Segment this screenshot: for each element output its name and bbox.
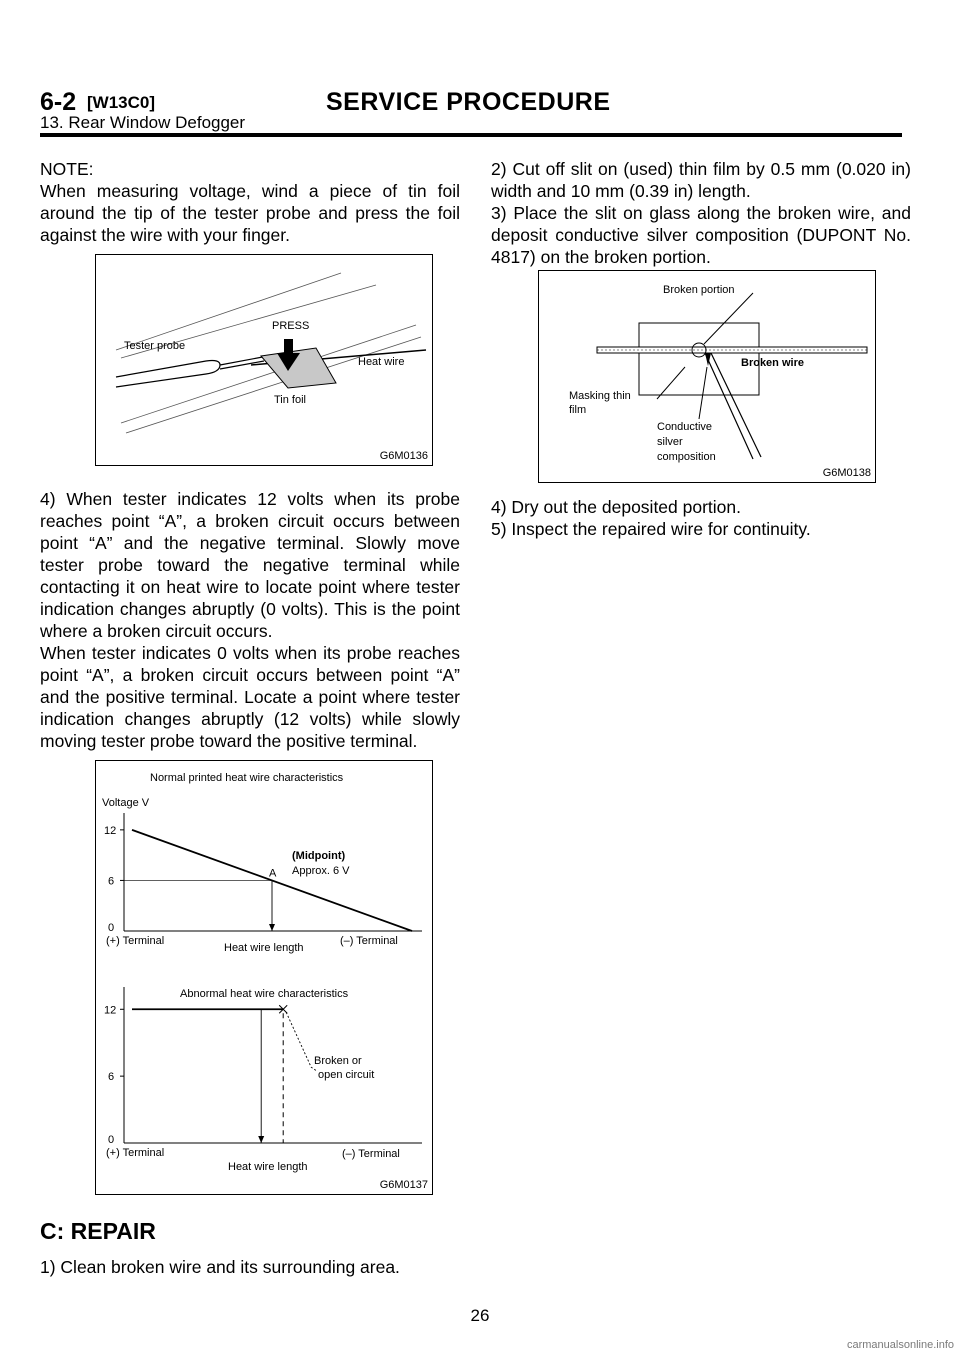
chart1-midpoint-arrow — [269, 924, 275, 931]
chart1-title: Normal printed heat wire characteristics — [150, 772, 344, 784]
step-4-paragraph-b: When tester indicates 0 volts when its probe reaches point “A”, a broken circuit occurs between point “A” and the positive terminal. Locate a point where tester indication changes abruptly (12 volts) while slowly moving tester probe toward the positive terminal. — [40, 643, 460, 751]
chart1-xlabel: Heat wire length — [224, 942, 304, 954]
chart2-ytick-label-12: 12 — [104, 1004, 117, 1017]
glass-line — [116, 273, 341, 350]
page-title: SERVICE PROCEDURE — [326, 88, 611, 116]
label-masking-2: film — [569, 404, 587, 416]
chart1-ytick-label-6: 6 — [108, 875, 115, 888]
repair-step-1-text: 1) Clean broken wire and its surrounding area. — [40, 1257, 400, 1277]
chart2-title: Abnormal heat wire characteristics — [180, 988, 349, 1000]
figure-repair-slit — [538, 270, 876, 483]
label-masking-1: Masking thin — [569, 390, 631, 402]
chart2-break-leader — [286, 1012, 317, 1071]
repair-heading: C: REPAIR — [40, 1218, 156, 1244]
steps-2-3-block — [491, 158, 911, 268]
chart2-drop-arrow — [258, 1136, 264, 1143]
label-conductive-2: silver — [657, 436, 683, 448]
steps-4-5-block — [491, 496, 911, 540]
probe-body — [116, 361, 220, 388]
page-subtitle: 13. Rear Window Defogger — [40, 113, 246, 132]
note-block — [40, 158, 460, 246]
chart1-ytick-label-12: 12 — [104, 824, 117, 837]
chart2-ytick-label-0: 0 — [108, 1134, 115, 1146]
header-rule — [40, 133, 902, 137]
chart2-broken-label: Broken or — [314, 1055, 362, 1067]
conductive-leader — [699, 367, 707, 419]
heat-wire-charts — [96, 761, 432, 1194]
figure-heat-wire-characteristics — [95, 760, 433, 1195]
chart1-plus-terminal: (+) Terminal — [106, 935, 165, 947]
label-tin-foil: Tin foil — [274, 394, 306, 406]
masking-leader — [657, 367, 685, 399]
figure-id: G6M0137 — [379, 1179, 428, 1191]
broken-portion-leader — [704, 293, 753, 344]
figure-tester-probe — [95, 254, 433, 466]
step-4-paragraph-a: 4) When tester indicates 12 volts when its probe reaches point “A”, a broken circuit occurs between point “A” and the negative terminal. Slowly move tester probe toward the negative terminal while contacting it on heat wire to locate point where tester indication changes abruptly (0 volts). This is the point where a broken circuit occurs. — [40, 489, 460, 641]
chart1-ylabel: Voltage V — [102, 797, 150, 809]
step-4-dry-text: 4) Dry out the deposited portion. — [491, 497, 742, 517]
note-label: NOTE: — [40, 159, 94, 179]
chart1-ytick-label-0: 0 — [108, 922, 115, 934]
press-arrow-shaft — [284, 339, 293, 355]
label-tester-probe: Tester probe — [124, 340, 186, 352]
figure-id: G6M0138 — [822, 467, 871, 479]
chart2-open-circuit-label: open circuit — [318, 1069, 375, 1081]
step-2-text: 2) Cut off slit on (used) thin film by 0.5 mm (0.020 in) width and 10 mm (0.39 in) length. — [491, 159, 911, 201]
chart2-ytick-label-6: 6 — [108, 1071, 115, 1084]
label-conductive-3: composition — [657, 451, 716, 463]
label-conductive-1: Conductive — [657, 421, 713, 433]
repair-slit-illustration — [539, 271, 875, 482]
label-heat-wire: Heat wire — [358, 356, 405, 368]
figure-id: G6M0136 — [379, 450, 428, 462]
chart2-plus-terminal: (+) Terminal — [106, 1147, 165, 1159]
step-3-text: 3) Place the slit on glass along the broken wire, and deposit conductive silver composition (DUPONT No. 4817) on the broken portion. — [491, 203, 911, 267]
tester-probe-illustration — [96, 255, 432, 465]
note-text: When measuring voltage, wind a piece of tin foil around the tip of the tester probe and press the foil against the wire with your finger. — [40, 181, 460, 245]
chart1-approx-label: Approx. 6 V — [292, 865, 350, 877]
label-broken-portion: Broken portion — [663, 284, 735, 296]
watermark: carmanualsonline.info — [846, 1339, 954, 1351]
chart2-minus-terminal: (–) Terminal — [342, 1148, 400, 1160]
chart1-minus-terminal: (–) Terminal — [340, 935, 398, 947]
repair-step-1 — [40, 1256, 460, 1278]
section-number: 6-2 — [40, 88, 77, 116]
label-press: PRESS — [272, 320, 310, 332]
chart2-xlabel: Heat wire length — [228, 1161, 308, 1173]
step-4-block — [40, 488, 460, 752]
chart1-point-a-label: A — [269, 867, 277, 880]
step-5-text: 5) Inspect the repaired wire for continuity. — [491, 519, 811, 539]
page-number: 26 — [470, 1306, 490, 1325]
label-broken-wire: Broken wire — [741, 357, 804, 369]
section-code: [W13C0] — [87, 93, 156, 112]
chart1-midpoint-label: (Midpoint) — [292, 850, 346, 862]
